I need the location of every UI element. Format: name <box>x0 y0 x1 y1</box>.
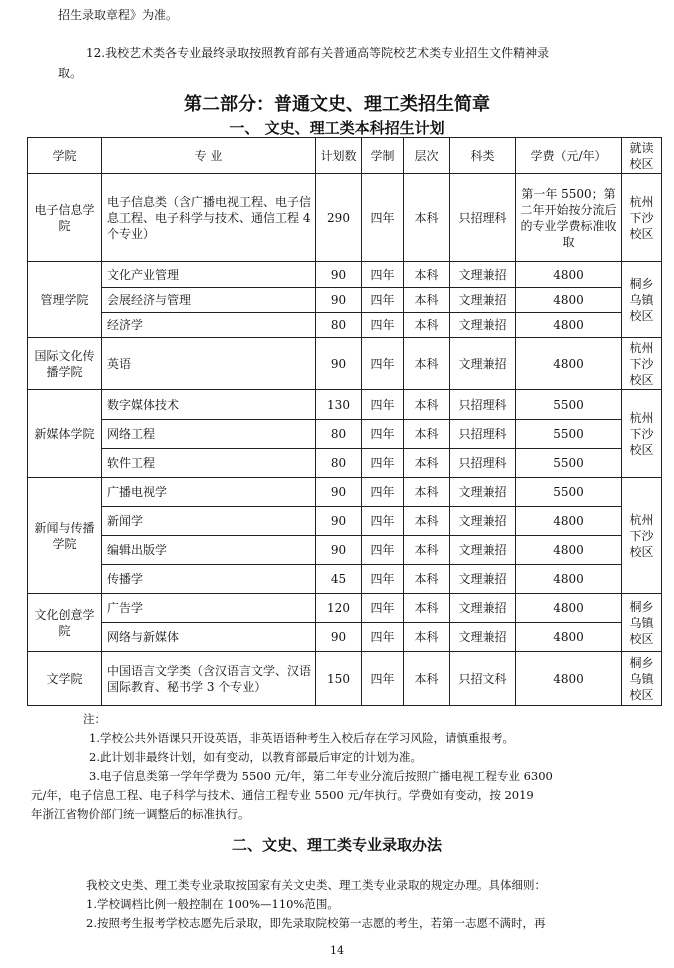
plan-cell: 120 <box>316 594 362 623</box>
level-cell: 本科 <box>404 338 450 390</box>
campus-cell: 桐乡乌镇校区 <box>622 262 662 338</box>
notes-label: 注： <box>83 712 106 726</box>
header-major: 专 业 <box>102 138 316 174</box>
intro-line-1: 招生录取章程》为准。 <box>58 8 179 22</box>
table-row <box>28 536 662 565</box>
major-cell: 英语 <box>102 338 316 390</box>
major-cell: 网络与新媒体 <box>102 623 316 652</box>
plan-cell: 45 <box>316 565 362 594</box>
years-cell: 四年 <box>362 565 404 594</box>
level-cell: 本科 <box>404 174 450 262</box>
major-cell: 中国语言文学类（含汉语言文学、汉语国际教育、秘书学 3 个专业） <box>102 652 316 706</box>
table-row <box>28 313 662 338</box>
intro-line-2: 12.我校艺术类各专业最终录取按照教育部有关普通高等院校艺术类专业招生文件精神录 <box>86 46 550 60</box>
section-1-title: 一、 文史、理工类本科招生计划 <box>229 119 445 137</box>
table-row <box>28 449 662 478</box>
campus-cell: 杭州下沙校区 <box>622 478 662 594</box>
fee-cell: 5500 <box>516 390 622 420</box>
note-3-continued: 元/年，电子信息工程、电子科学与技术、通信工程专业 5500 元/年执行。学费如有变动，按 2019 <box>31 788 534 802</box>
header-level: 层次 <box>404 138 450 174</box>
years-cell: 四年 <box>362 174 404 262</box>
fee-cell: 4800 <box>516 313 622 338</box>
category-cell: 文理兼招 <box>450 338 516 390</box>
major-cell: 传播学 <box>102 565 316 594</box>
fee-cell: 4800 <box>516 565 622 594</box>
note-2: 2.此计划非最终计划，如有变动，以教育部最后审定的计划为准。 <box>89 750 422 764</box>
fee-cell: 4800 <box>516 262 622 288</box>
college-cell: 国际文化传播学院 <box>28 338 102 390</box>
table-row <box>28 594 662 623</box>
table-row <box>28 288 662 313</box>
major-cell: 网络工程 <box>102 420 316 449</box>
header-category: 科类 <box>450 138 516 174</box>
years-cell: 四年 <box>362 536 404 565</box>
plan-cell: 90 <box>316 507 362 536</box>
major-cell: 新闻学 <box>102 507 316 536</box>
plan-cell: 80 <box>316 313 362 338</box>
table-row <box>28 623 662 652</box>
table-row <box>28 565 662 594</box>
category-cell: 文理兼招 <box>450 507 516 536</box>
fee-cell: 4800 <box>516 652 622 706</box>
fee-cell: 4800 <box>516 507 622 536</box>
category-cell: 文理兼招 <box>450 565 516 594</box>
intro-line-3: 取。 <box>58 66 83 80</box>
category-cell: 文理兼招 <box>450 313 516 338</box>
note-1: 1.学校公共外语课只开设英语，非英语语种考生入校后存在学习风险，请慎重报考。 <box>89 731 514 745</box>
table-row <box>28 174 662 262</box>
category-cell: 只招理科 <box>450 174 516 262</box>
plan-cell: 90 <box>316 478 362 507</box>
major-cell: 广播电视学 <box>102 478 316 507</box>
category-cell: 文理兼招 <box>450 623 516 652</box>
note-3: 3.电子信息类第一学年学费为 5500 元/年，第二年专业分流后按照广播电视工程专业 6300 <box>89 769 553 783</box>
level-cell: 本科 <box>404 507 450 536</box>
years-cell: 四年 <box>362 478 404 507</box>
fee-cell: 4800 <box>516 623 622 652</box>
years-cell: 四年 <box>362 338 404 390</box>
header-college: 学院 <box>28 138 102 174</box>
table-row <box>28 507 662 536</box>
college-cell: 管理学院 <box>28 262 102 338</box>
years-cell: 四年 <box>362 420 404 449</box>
level-cell: 本科 <box>404 420 450 449</box>
plan-cell: 90 <box>316 262 362 288</box>
note-3-end: 年浙江省物价部门统一调整后的标准执行。 <box>31 807 250 821</box>
campus-cell: 桐乡乌镇校区 <box>622 594 662 652</box>
level-cell: 本科 <box>404 390 450 420</box>
notes-block <box>31 710 641 824</box>
page-number: 14 <box>330 944 344 957</box>
level-cell: 本科 <box>404 565 450 594</box>
plan-cell: 90 <box>316 536 362 565</box>
plan-cell: 80 <box>316 449 362 478</box>
enrollment-plan-table <box>27 137 662 706</box>
fee-cell: 5500 <box>516 420 622 449</box>
category-cell: 只招理科 <box>450 449 516 478</box>
table-row <box>28 262 662 288</box>
fee-cell: 5500 <box>516 478 622 507</box>
plan-cell: 90 <box>316 288 362 313</box>
campus-cell: 杭州下沙校区 <box>622 338 662 390</box>
campus-cell: 杭州下沙校区 <box>622 174 662 262</box>
table-row <box>28 390 662 420</box>
years-cell: 四年 <box>362 594 404 623</box>
section-2-body <box>58 876 658 933</box>
plan-cell: 290 <box>316 174 362 262</box>
category-cell: 只招文科 <box>450 652 516 706</box>
header-plan: 计划数 <box>316 138 362 174</box>
level-cell: 本科 <box>404 449 450 478</box>
fee-cell: 4800 <box>516 338 622 390</box>
table-row <box>28 338 662 390</box>
level-cell: 本科 <box>404 262 450 288</box>
part-title: 第二部分：普通文史、理工类招生简章 <box>184 94 490 115</box>
college-cell: 新媒体学院 <box>28 390 102 478</box>
table-row <box>28 478 662 507</box>
category-cell: 文理兼招 <box>450 288 516 313</box>
level-cell: 本科 <box>404 288 450 313</box>
campus-cell: 杭州下沙校区 <box>622 390 662 478</box>
plan-cell: 90 <box>316 338 362 390</box>
section-2-title: 二、文史、理工类专业录取办法 <box>231 836 442 854</box>
level-cell: 本科 <box>404 313 450 338</box>
section-2-paragraph-2: 1.学校调档比例一般控制在 100%—110%范围。 <box>86 897 339 911</box>
major-cell: 会展经济与管理 <box>102 288 316 313</box>
table-header-row <box>28 138 662 174</box>
level-cell: 本科 <box>404 652 450 706</box>
campus-cell: 桐乡乌镇校区 <box>622 652 662 706</box>
level-cell: 本科 <box>404 623 450 652</box>
fee-cell: 第一年 5500；第二年开始按分流后的专业学费标准收取 <box>516 174 622 262</box>
category-cell: 只招理科 <box>450 390 516 420</box>
category-cell: 只招理科 <box>450 420 516 449</box>
years-cell: 四年 <box>362 449 404 478</box>
header-campus: 就读校区 <box>622 138 662 174</box>
major-cell: 经济学 <box>102 313 316 338</box>
category-cell: 文理兼招 <box>450 262 516 288</box>
plan-cell: 150 <box>316 652 362 706</box>
college-cell: 电子信息学院 <box>28 174 102 262</box>
years-cell: 四年 <box>362 507 404 536</box>
major-cell: 广告学 <box>102 594 316 623</box>
major-cell: 软件工程 <box>102 449 316 478</box>
category-cell: 文理兼招 <box>450 594 516 623</box>
level-cell: 本科 <box>404 478 450 507</box>
years-cell: 四年 <box>362 390 404 420</box>
section-2-paragraph-1: 我校文史类、理工类专业录取按国家有关文史类、理工类专业录取的规定办理。具体细则： <box>86 878 546 892</box>
category-cell: 文理兼招 <box>450 478 516 507</box>
level-cell: 本科 <box>404 536 450 565</box>
level-cell: 本科 <box>404 594 450 623</box>
college-cell: 文化创意学院 <box>28 594 102 652</box>
major-cell: 编辑出版学 <box>102 536 316 565</box>
table-row <box>28 420 662 449</box>
major-cell: 电子信息类（含广播电视工程、电子信息工程、电子科学与技术、通信工程 4 个专业） <box>102 174 316 262</box>
fee-cell: 5500 <box>516 449 622 478</box>
years-cell: 四年 <box>362 288 404 313</box>
fee-cell: 4800 <box>516 594 622 623</box>
plan-cell: 80 <box>316 420 362 449</box>
major-cell: 文化产业管理 <box>102 262 316 288</box>
plan-cell: 90 <box>316 623 362 652</box>
major-cell: 数字媒体技术 <box>102 390 316 420</box>
years-cell: 四年 <box>362 262 404 288</box>
header-years: 学制 <box>362 138 404 174</box>
fee-cell: 4800 <box>516 536 622 565</box>
years-cell: 四年 <box>362 313 404 338</box>
years-cell: 四年 <box>362 652 404 706</box>
college-cell: 文学院 <box>28 652 102 706</box>
header-fee: 学费（元/年） <box>516 138 622 174</box>
fee-cell: 4800 <box>516 288 622 313</box>
years-cell: 四年 <box>362 623 404 652</box>
table-row <box>28 652 662 706</box>
plan-cell: 130 <box>316 390 362 420</box>
category-cell: 文理兼招 <box>450 536 516 565</box>
college-cell: 新闻与传播学院 <box>28 478 102 594</box>
section-2-paragraph-3: 2.按照考生报考学校志愿先后录取，即先录取院校第一志愿的考生，若第一志愿不满时，再 <box>86 916 546 930</box>
